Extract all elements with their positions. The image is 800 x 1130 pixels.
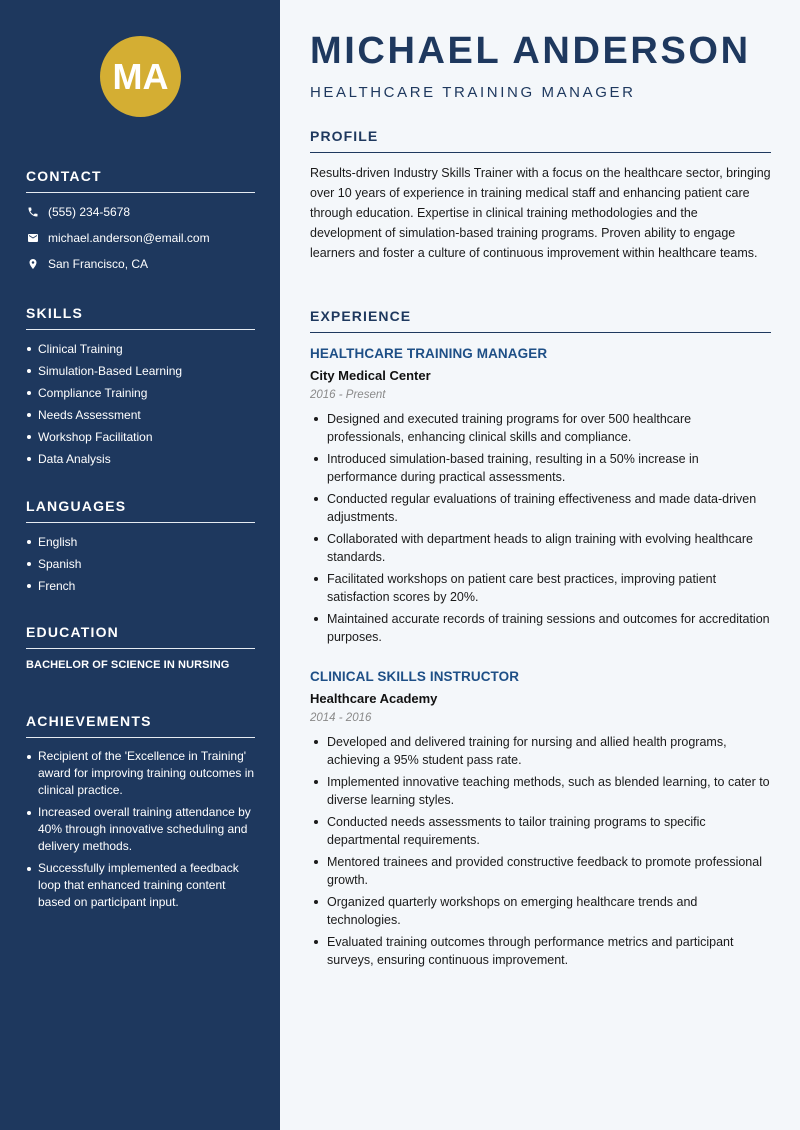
job-role: CLINICAL SKILLS INSTRUCTOR bbox=[310, 669, 520, 684]
language-item: English bbox=[26, 531, 255, 553]
education-degree: BACHELOR OF SCIENCE IN NURSING bbox=[26, 659, 230, 671]
location-pin-icon bbox=[26, 257, 40, 271]
language-item: Spanish bbox=[26, 553, 255, 575]
skill-item: Data Analysis bbox=[26, 448, 255, 470]
job-bullets bbox=[310, 733, 771, 969]
job-dates: 2014 - 2016 bbox=[310, 712, 372, 724]
job-company: Healthcare Academy bbox=[310, 691, 438, 706]
job-bullet: Collaborated with department heads to align training with evolving healthcare standards. bbox=[310, 530, 771, 566]
job-bullet: Mentored trainees and provided constructive feedback to promote professional growth. bbox=[310, 853, 771, 889]
job-company: City Medical Center bbox=[310, 368, 431, 383]
contact-location-text: San Francisco, CA bbox=[48, 257, 149, 271]
achievements-list bbox=[26, 748, 255, 911]
job-bullet: Designed and executed training programs for over 500 healthcare professionals, enhancing clinical skills and compliance. bbox=[310, 410, 771, 446]
skills-list bbox=[26, 338, 255, 470]
job-dates: 2016 - Present bbox=[310, 389, 386, 401]
achievement-item: Recipient of the 'Excellence in Training' award for improving training outcomes in clinical practice. bbox=[26, 748, 255, 799]
contact-heading: CONTACT bbox=[26, 168, 255, 193]
skills-section bbox=[26, 305, 255, 470]
job-bullet: Developed and delivered training for nursing and allied health programs, achieving a 95% student pass rate. bbox=[310, 733, 771, 769]
sidebar bbox=[0, 0, 280, 1130]
job-bullet: Implemented innovative teaching methods, such as blended learning, to cater to diverse learning styles. bbox=[310, 773, 771, 809]
contact-phone-text: (555) 234-5678 bbox=[48, 205, 131, 219]
job-bullet: Introduced simulation-based training, resulting in a 50% increase in performance during practical assessments. bbox=[310, 450, 771, 486]
contact-phone[interactable] bbox=[26, 199, 255, 225]
phone-icon bbox=[26, 205, 40, 219]
skills-heading: SKILLS bbox=[26, 305, 255, 330]
achievement-item: Increased overall training attendance by 40% through innovative scheduling and delivery methods. bbox=[26, 804, 255, 855]
job-bullet: Maintained accurate records of training sessions and outcomes for accreditation purposes. bbox=[310, 610, 771, 646]
skill-item: Needs Assessment bbox=[26, 404, 255, 426]
candidate-title: HEALTHCARE TRAINING MANAGER bbox=[310, 84, 636, 101]
skill-item: Workshop Facilitation bbox=[26, 426, 255, 448]
avatar: MA bbox=[100, 36, 181, 117]
experience-heading: EXPERIENCE bbox=[310, 308, 771, 333]
candidate-name: MICHAEL ANDERSON bbox=[310, 30, 751, 72]
job-bullet: Facilitated workshops on patient care best practices, improving patient satisfaction scores by 20%. bbox=[310, 570, 771, 606]
contact-email-text: michael.anderson@email.com bbox=[48, 231, 210, 245]
skill-item: Compliance Training bbox=[26, 382, 255, 404]
profile-heading: PROFILE bbox=[310, 128, 771, 153]
job-bullets bbox=[310, 410, 771, 646]
skill-item: Simulation-Based Learning bbox=[26, 360, 255, 382]
achievements-heading: ACHIEVEMENTS bbox=[26, 713, 255, 738]
education-heading: EDUCATION bbox=[26, 624, 255, 649]
languages-section bbox=[26, 498, 255, 597]
job-entry bbox=[310, 669, 771, 973]
job-bullet: Evaluated training outcomes through performance metrics and participant surveys, ensuring continuous improvement. bbox=[310, 933, 771, 969]
job-bullet: Conducted needs assessments to tailor training programs to specific departmental requirements. bbox=[310, 813, 771, 849]
job-role: HEALTHCARE TRAINING MANAGER bbox=[310, 346, 548, 361]
achievement-item: Successfully implemented a feedback loop that enhanced training content based on participant input. bbox=[26, 860, 255, 911]
language-item: French bbox=[26, 575, 255, 597]
contact-email[interactable] bbox=[26, 225, 255, 251]
contact-section bbox=[26, 168, 255, 277]
languages-heading: LANGUAGES bbox=[26, 498, 255, 523]
job-bullet: Conducted regular evaluations of training effectiveness and made data-driven adjustments. bbox=[310, 490, 771, 526]
envelope-icon bbox=[26, 231, 40, 245]
job-bullet: Organized quarterly workshops on emerging healthcare trends and technologies. bbox=[310, 893, 771, 929]
languages-list bbox=[26, 531, 255, 597]
profile-text: Results-driven Industry Skills Trainer with a focus on the healthcare sector, bringing over 10 years of experience in training medical staff and enhancing patient care through education. Expertise in clinical training methodologies and the development of simulation-based training programs. Proven ability to engage learners and foster a culture of continuous improvement within healthcare teams. bbox=[310, 166, 771, 260]
job-entry bbox=[310, 346, 771, 650]
achievements-section bbox=[26, 713, 255, 916]
contact-location bbox=[26, 251, 255, 277]
education-section bbox=[26, 624, 255, 671]
skill-item: Clinical Training bbox=[26, 338, 255, 360]
